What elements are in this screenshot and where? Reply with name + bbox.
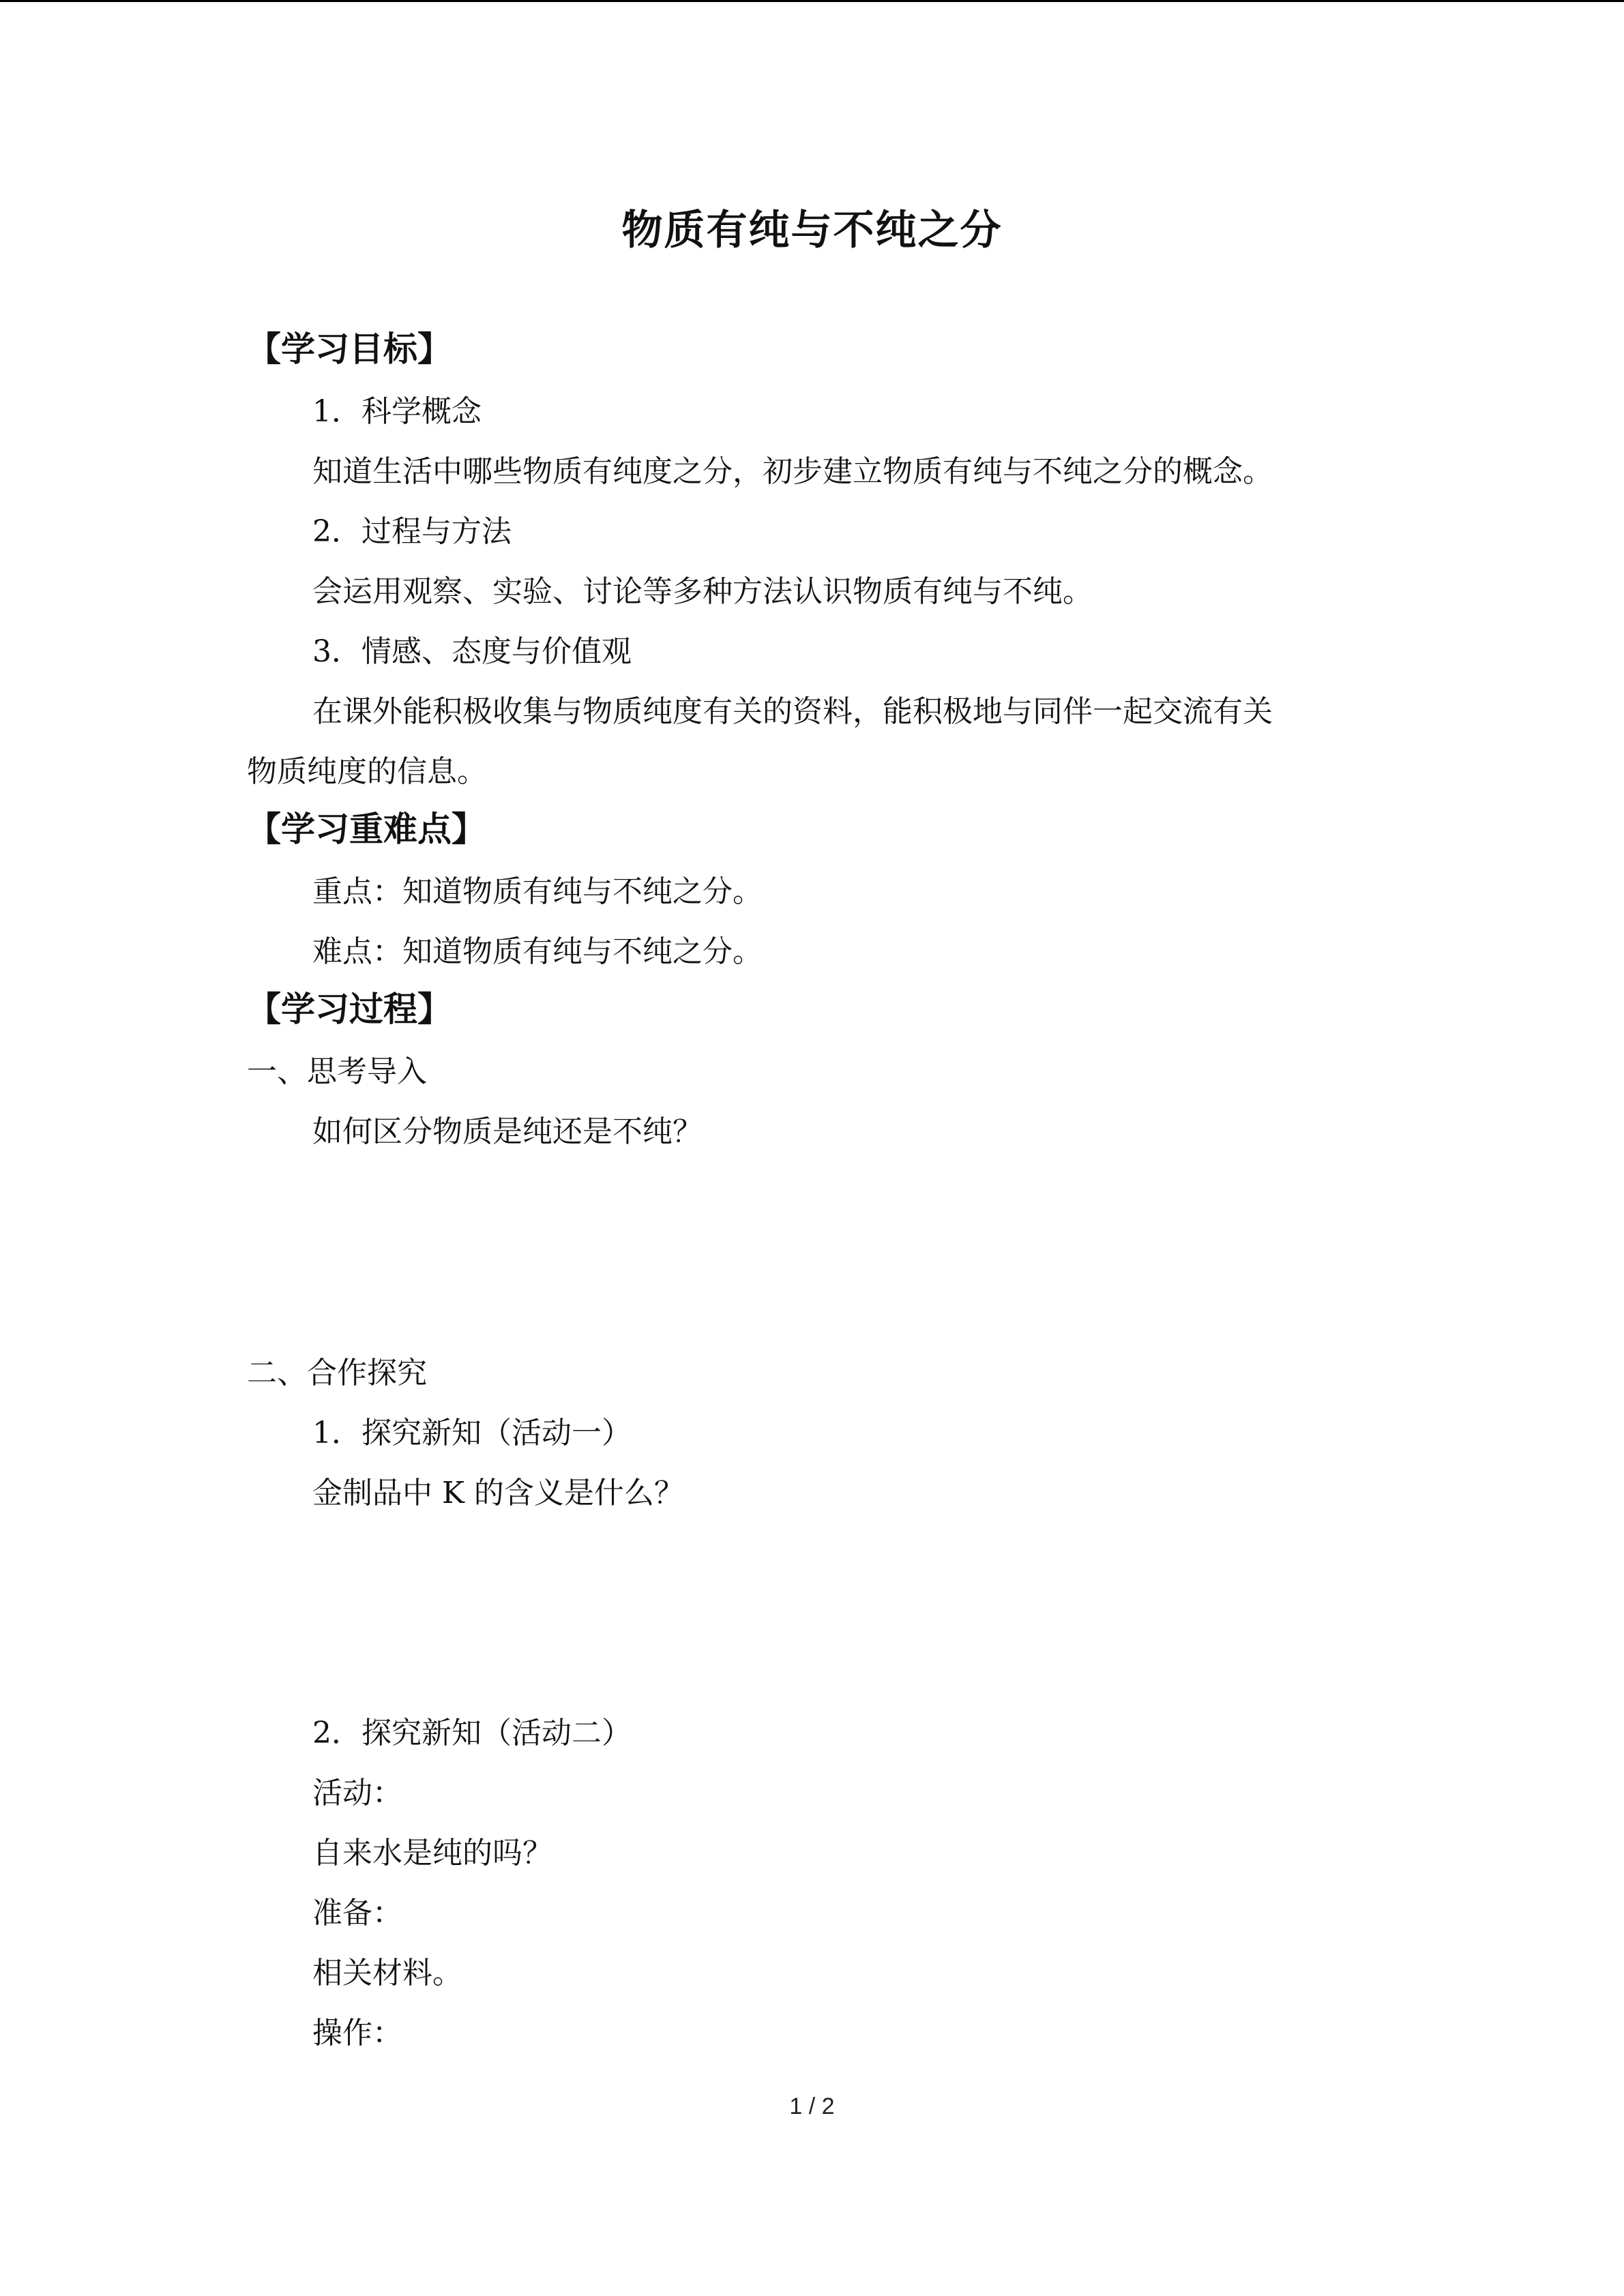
objectives-heading: 【学习目标】 xyxy=(247,329,452,369)
activity2-materials: 相关材料。 xyxy=(312,1956,462,1991)
objective-1-text: 知道生活中哪些物质有纯度之分，初步建立物质有纯与不纯之分的概念。 xyxy=(312,454,1273,489)
objective-2-text: 会运用观察、实验、讨论等多种方法认识物质有纯与不纯。 xyxy=(312,574,1093,609)
activity1-question: 金制品中 K 的含义是什么？ xyxy=(312,1476,684,1510)
activity2-prep: 准备： xyxy=(312,1896,402,1930)
key-point: 重点：知道物质有纯与不纯之分。 xyxy=(312,874,763,909)
difficult-point: 难点：知道物质有纯与不纯之分。 xyxy=(312,934,763,969)
objective-3-label: 3．情感、态度与价值观 xyxy=(312,634,632,669)
key-difficult-heading: 【学习重难点】 xyxy=(247,809,486,849)
activity2-question: 自来水是纯的吗？ xyxy=(312,1836,552,1870)
page-number: 1 / 2 xyxy=(789,2093,835,2119)
objective-2-label: 2．过程与方法 xyxy=(312,514,512,549)
process-heading: 【学习过程】 xyxy=(247,989,452,1029)
objective-1-label: 1．科学概念 xyxy=(312,394,482,429)
part2-label: 二、合作探究 xyxy=(247,1356,427,1390)
activity2-label: 2．探究新知（活动二） xyxy=(312,1716,632,1750)
part1-question: 如何区分物质是纯还是不纯？ xyxy=(312,1114,703,1149)
activity2-operation: 操作： xyxy=(312,2016,402,2051)
part1-label: 一、思考导入 xyxy=(247,1054,427,1089)
activity2-activity: 活动： xyxy=(312,1776,402,1810)
activity1-label: 1．探究新知（活动一） xyxy=(312,1416,632,1450)
objective-3-text-line2: 物质纯度的信息。 xyxy=(247,754,487,789)
objective-3-text-line1: 在课外能积极收集与物质纯度有关的资料，能积极地与同伴一起交流有关 xyxy=(312,694,1273,729)
document-title: 物质有纯与不纯之分 xyxy=(621,207,1003,254)
